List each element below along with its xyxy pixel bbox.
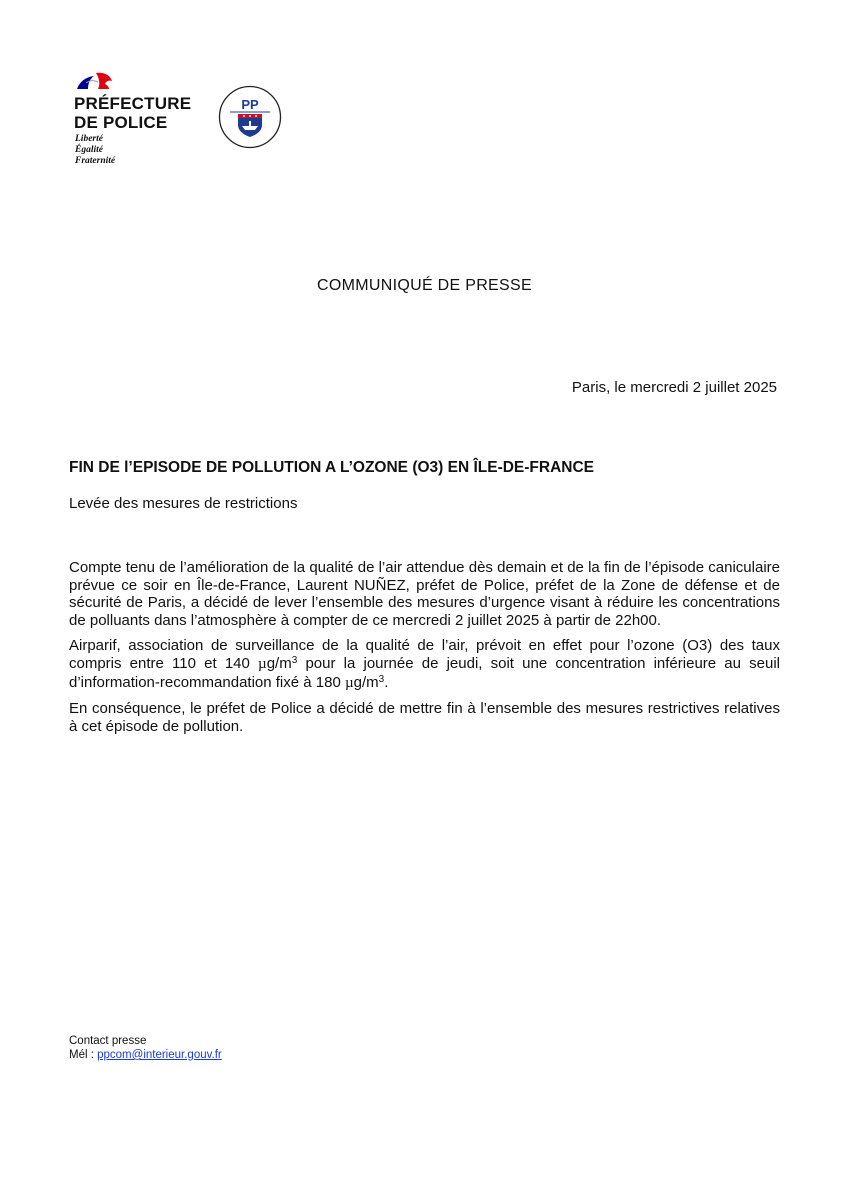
unit-rest: g/m [266,654,292,672]
republic-motto [75,134,115,167]
mail-label: Mél : [69,1049,98,1061]
paragraph-2-part-1: Airparif, association de surveillance de la qualité de l’air, prévoit en effet pour l’ozone (O3) des taux compris entre 110 et 140 [69,637,780,672]
paragraph-2 [69,637,780,692]
document-heading: COMMUNIQUÉ DE PRESSE [317,277,532,294]
press-contact [69,1034,222,1062]
paragraph-2-part-2: pour la journée de jeudi, soit une concentration inférieure au seuil d’information-recommandation fixé à 180 [69,654,781,691]
document-subtitle: Levée des mesures de restrictions [69,495,298,512]
unit-rest-2: g/m [353,673,379,691]
institution-line-2: DE POLICE [74,113,168,132]
paragraph-3: En conséquence, le préfet de Police a décidé de mettre fin à l’ensemble des mesures restrictives relatives à cet épisode de pollution. [69,700,780,735]
document-title: FIN DE l’EPISODE DE POLLUTION A L’OZONE (O3) EN ÎLE-DE-FRANCE [69,459,595,476]
contact-mail-line [69,1048,222,1062]
institution-name [74,94,191,132]
motto-liberte: Liberté [75,134,103,144]
document-date: Paris, le mercredi 2 juillet 2025 [571,379,777,396]
unit-mu-2: µ [344,674,354,691]
motto-egalite: Égalité [75,145,103,155]
institution-line-1: PRÉFECTURE [74,94,192,113]
unit-mu: µ [258,655,267,672]
emblem-monogram: PP [241,97,259,112]
marianne-logo [74,71,123,89]
contact-email-link[interactable]: ppcom@interieur.gouv.fr [97,1049,222,1061]
unit-superscript-2: 3 [378,673,385,685]
paragraph-1: Compte tenu de l’amélioration de la qualité de l’air attendue dès demain et de la fin de l’épisode caniculaire prévue ce soir en Île-de-France, Laurent NUÑEZ, préfet de Police, préfet de la Zone de défense et de sécurité de Paris, a décidé de lever l’ensemble des mesures d’urgence visant à réduire les concentrations de polluants dans l’atmosphère à compter de ce mercredi 2 juillet 2025 à partir de 22h00. [69,559,780,629]
paragraph-2-end: . [384,673,389,691]
prefecture-police-emblem [218,85,282,149]
unit-superscript: 3 [291,654,298,666]
document-body [69,559,780,743]
contact-label: Contact presse [69,1035,147,1047]
motto-fraternite: Fraternité [75,156,116,166]
